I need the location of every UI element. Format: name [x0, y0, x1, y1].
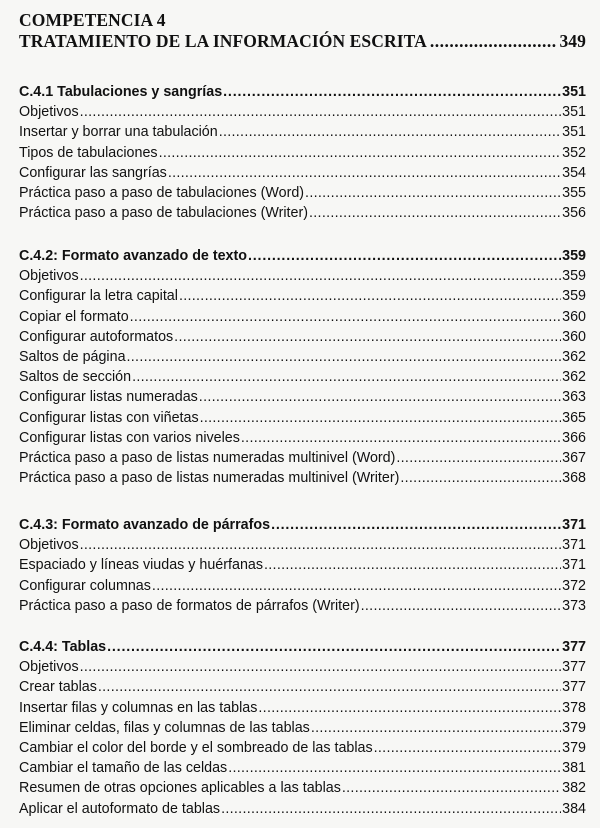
dot-leader [228, 758, 561, 778]
toc-entry-page: 359 [562, 288, 586, 305]
toc-entry-row[interactable] [19, 698, 586, 718]
toc-entry-page: 360 [562, 308, 586, 325]
dot-leader [311, 718, 561, 738]
toc-entry-row[interactable] [19, 799, 586, 819]
section-page: 371 [562, 517, 586, 533]
competencia-heading [19, 10, 586, 52]
toc-entry-label: Configurar listas con viñetas [19, 409, 199, 426]
toc-entry-label: Aplicar el autoformato de tablas [19, 800, 221, 817]
toc-entry-label: Práctica paso a paso de formatos de párrafos (Writer) [19, 597, 360, 614]
toc-entry-row[interactable] [19, 203, 586, 223]
toc-entry-page: 356 [562, 205, 586, 222]
dot-leader [127, 347, 562, 367]
dot-leader [309, 203, 561, 223]
toc-entry-label: Cambiar el color del borde y el sombreado de las tablas [19, 739, 373, 756]
dot-leader [264, 555, 561, 575]
toc-entry-row[interactable] [19, 596, 586, 616]
toc-entry-row[interactable] [19, 555, 586, 575]
dot-leader [179, 286, 561, 306]
toc-entry-page: 379 [562, 739, 586, 756]
toc-entry-page: 365 [562, 409, 586, 426]
section-title: C.4.2: Formato avanzado de texto [19, 248, 248, 264]
toc-entry-label: Configurar columnas [19, 577, 151, 594]
toc-entry-row[interactable] [19, 576, 586, 596]
toc-entry-row[interactable] [19, 535, 586, 555]
dot-leader [258, 698, 561, 718]
toc-entry-row[interactable] [19, 327, 586, 347]
dot-leader [199, 387, 561, 407]
toc-entry-label: Configurar la letra capital [19, 288, 178, 305]
section-page: 351 [562, 84, 586, 100]
toc-entry-row[interactable] [19, 387, 586, 407]
toc-entry-label: Espaciado y líneas viudas y huérfanas [19, 557, 263, 574]
toc-section [19, 515, 586, 616]
toc-entry-page: 377 [562, 659, 586, 676]
dot-leader [132, 367, 561, 387]
section-heading-row[interactable] [19, 82, 586, 102]
toc-entry-page: 371 [562, 537, 586, 554]
toc-section [19, 246, 586, 488]
dot-leader [221, 799, 561, 819]
toc-entry-label: Objetivos [19, 537, 79, 554]
dot-leader [400, 468, 561, 488]
toc-entry-label: Objetivos [19, 659, 79, 676]
toc-entry-label: Práctica paso a paso de listas numeradas multinivel (Writer) [19, 470, 400, 487]
dot-leader [80, 535, 562, 555]
toc-entry-page: 366 [562, 429, 586, 446]
dot-leader [80, 657, 562, 677]
toc-entry-row[interactable] [19, 428, 586, 448]
toc-entry-row[interactable] [19, 307, 586, 327]
toc-entry-row[interactable] [19, 122, 586, 142]
toc-entry-label: Resumen de otras opciones aplicables a las tablas [19, 780, 341, 797]
toc-entry-row[interactable] [19, 367, 586, 387]
toc-entry-page: 362 [562, 369, 586, 386]
toc-entry-label: Configurar las sangrías [19, 164, 167, 181]
toc-entry-row[interactable] [19, 778, 586, 798]
toc-entry-row[interactable] [19, 266, 586, 286]
competencia-title: TRATAMIENTO DE LA INFORMACIÓN ESCRITA [19, 31, 427, 51]
dot-leader [223, 82, 561, 102]
dot-leader [305, 183, 561, 203]
section-heading-row[interactable] [19, 637, 586, 657]
dot-leader [130, 307, 561, 327]
toc-entry-label: Eliminar celdas, filas y columnas de las tablas [19, 719, 310, 736]
toc-entry-page: 354 [562, 164, 586, 181]
toc-entry-page: 359 [562, 268, 586, 285]
toc-entry-page: 382 [562, 780, 586, 797]
toc-entry-page: 377 [562, 679, 586, 696]
toc-entry-row[interactable] [19, 347, 586, 367]
dot-leader [374, 738, 562, 758]
toc-entry-page: 352 [562, 144, 586, 161]
toc-entry-page: 360 [562, 328, 586, 345]
toc-entry-label: Configurar listas numeradas [19, 389, 198, 406]
toc-entry-page: 378 [562, 699, 586, 716]
toc-entry-row[interactable] [19, 468, 586, 488]
toc-entry-row[interactable] [19, 286, 586, 306]
toc-entry-label: Tipos de tabulaciones [19, 144, 158, 161]
toc-entry-row[interactable] [19, 183, 586, 203]
toc-entry-row[interactable] [19, 102, 586, 122]
toc-entry-label: Práctica paso a paso de tabulaciones (Word) [19, 184, 305, 201]
toc-entry-label: Configurar listas con varios niveles [19, 429, 240, 446]
section-page: 377 [562, 639, 586, 655]
toc-entry-row[interactable] [19, 738, 586, 758]
dot-leader [241, 428, 561, 448]
toc-entry-page: 384 [562, 800, 586, 817]
toc-entry-page: 367 [562, 449, 586, 466]
toc-entry-label: Objetivos [19, 268, 79, 285]
toc-entry-label: Insertar filas y columnas en las tablas [19, 699, 258, 716]
dot-leader [248, 246, 561, 266]
toc-entry-row[interactable] [19, 143, 586, 163]
toc-section [19, 637, 586, 819]
toc-entry-page: 351 [562, 104, 586, 121]
dot-leader [430, 31, 558, 52]
toc-entry-label: Objetivos [19, 104, 79, 121]
section-title: C.4.4: Tablas [19, 639, 107, 655]
toc-entry-page: 373 [562, 597, 586, 614]
dot-leader [168, 163, 561, 183]
dot-leader [219, 122, 561, 142]
toc-entry-row[interactable] [19, 718, 586, 738]
dot-leader [271, 515, 561, 535]
dot-leader [98, 677, 561, 697]
dot-leader [107, 637, 561, 657]
toc-entry-label: Configurar autoformatos [19, 328, 174, 345]
toc-entry-label: Cambiar el tamaño de las celdas [19, 760, 228, 777]
toc-entry-label: Saltos de página [19, 348, 126, 365]
toc-entry-row[interactable] [19, 448, 586, 468]
toc-entry-row[interactable] [19, 758, 586, 778]
section-title: C.4.3: Formato avanzado de párrafos [19, 517, 271, 533]
toc-entry-page: 381 [562, 760, 586, 777]
dot-leader [80, 102, 562, 122]
competencia-title-line [19, 31, 586, 52]
toc-section [19, 82, 586, 223]
competencia-label: COMPETENCIA 4 [19, 10, 166, 30]
competencia-page: 349 [559, 31, 586, 51]
toc-entry-page: 379 [562, 719, 586, 736]
toc-entry-page: 355 [562, 184, 586, 201]
section-heading-row[interactable] [19, 515, 586, 535]
toc-entry-label: Crear tablas [19, 679, 97, 696]
toc-entry-page: 362 [562, 348, 586, 365]
toc-entry-page: 351 [562, 124, 586, 141]
toc-entry-label: Práctica paso a paso de tabulaciones (Writer) [19, 205, 308, 222]
section-heading-row[interactable] [19, 246, 586, 266]
toc-entry-row[interactable] [19, 677, 586, 697]
table-of-contents [19, 10, 586, 817]
toc-entry-row[interactable] [19, 163, 586, 183]
dot-leader [200, 408, 562, 428]
section-title: C.4.1 Tabulaciones y sangrías [19, 84, 223, 100]
toc-entry-page: 372 [562, 577, 586, 594]
toc-entry-row[interactable] [19, 408, 586, 428]
dot-leader [80, 266, 562, 286]
dot-leader [342, 778, 561, 798]
toc-entry-label: Insertar y borrar una tabulación [19, 124, 218, 141]
toc-entry-page: 371 [562, 557, 586, 574]
dot-leader [152, 576, 561, 596]
dot-leader [159, 143, 562, 163]
toc-entry-label: Práctica paso a paso de listas numeradas multinivel (Word) [19, 449, 396, 466]
toc-entry-label: Saltos de sección [19, 369, 132, 386]
dot-leader [396, 448, 561, 468]
toc-entry-label: Copiar el formato [19, 308, 129, 325]
toc-entry-page: 368 [562, 470, 586, 487]
toc-entry-row[interactable] [19, 657, 586, 677]
dot-leader [174, 327, 561, 347]
toc-entry-page: 363 [562, 389, 586, 406]
section-page: 359 [562, 248, 586, 264]
dot-leader [361, 596, 562, 616]
